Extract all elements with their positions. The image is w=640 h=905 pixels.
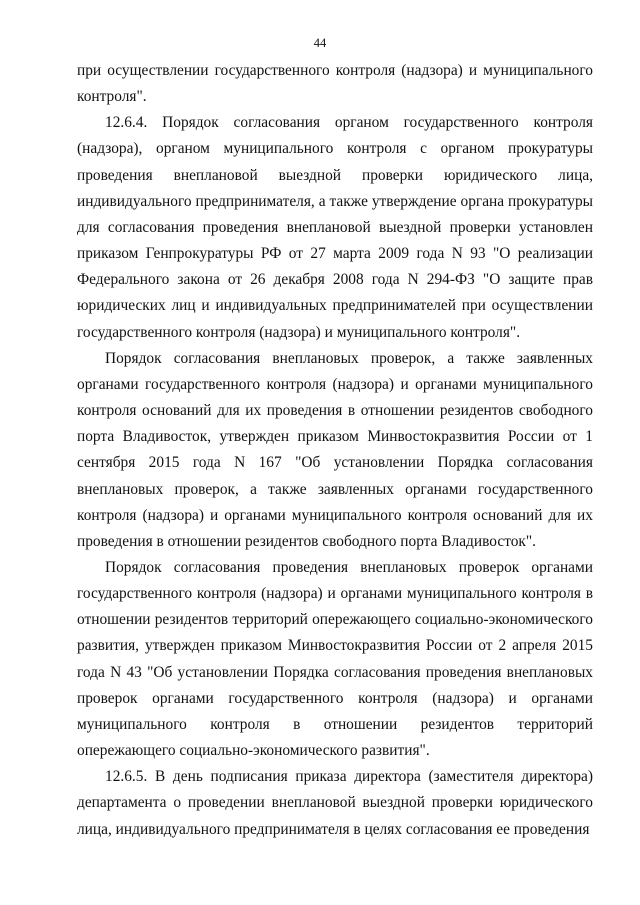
paragraph-vladivostok-free-port: Порядок согласования внеплановых проверок, а также заявленных органами государственного контроля (надзора) и органами муниципального контроля оснований для их проведения в отношении резидентов свободного порта Владивосток, утвержден приказом Минвостокразвития России от 1 сентября 2015 года N 167 "Об установлении Порядка согласования внеплановых проверок, а также заявленных органами государственного контроля (надзора) и органами муниципального контроля оснований для их проведения в отношении резидентов свободного порта Владивосток".	[77, 349, 593, 550]
paragraph-12-6-4: 12.6.4. Порядок согласования органом государственного контроля (надзора), органом муниципального контроля с органом прокуратуры проведения внеплановой выездной проверки юридического лица, индивидуального предпринимателя, а также утверждение органа прокуратуры для согласования проведения внеплановой выездной проверки установлен приказом Генпрокуратуры РФ от 27 марта 2009 года N 93 "О реализации Федерального закона от 26 декабря 2008 года N 294-ФЗ "О защите прав юридических лиц и индивидуальных предпринимателей при осуществлении государственного контроля (надзора) и муниципального контроля".	[77, 114, 593, 341]
paragraph-continuation: при осуществлении государственного контроля (надзора) и муниципального контроля".	[77, 62, 593, 106]
paragraph-12-6-5: 12.6.5. В день подписания приказа директора (заместителя директора) департамента о проведении внеплановой выездной проверки юридического лица, индивидуального предпринимателя в целях согласования ее проведения	[77, 768, 593, 838]
page-number: 44	[313, 36, 327, 50]
document-body	[77, 58, 593, 843]
paragraph-advanced-development-territories: Порядок согласования проведения внеплановых проверок органами государственного контроля (надзора) и органами муниципального контроля в отношении резидентов территорий опережающего социально-экономического развития, утвержден приказом Минвостокразвития России от 2 апреля 2015 года N 43 "Об установлении Порядка согласования проведения внеплановых проверок органами государственного контроля (надзора) и органами муниципального контроля в отношении резидентов территорий опережающего социально-экономического развития".	[77, 558, 593, 760]
